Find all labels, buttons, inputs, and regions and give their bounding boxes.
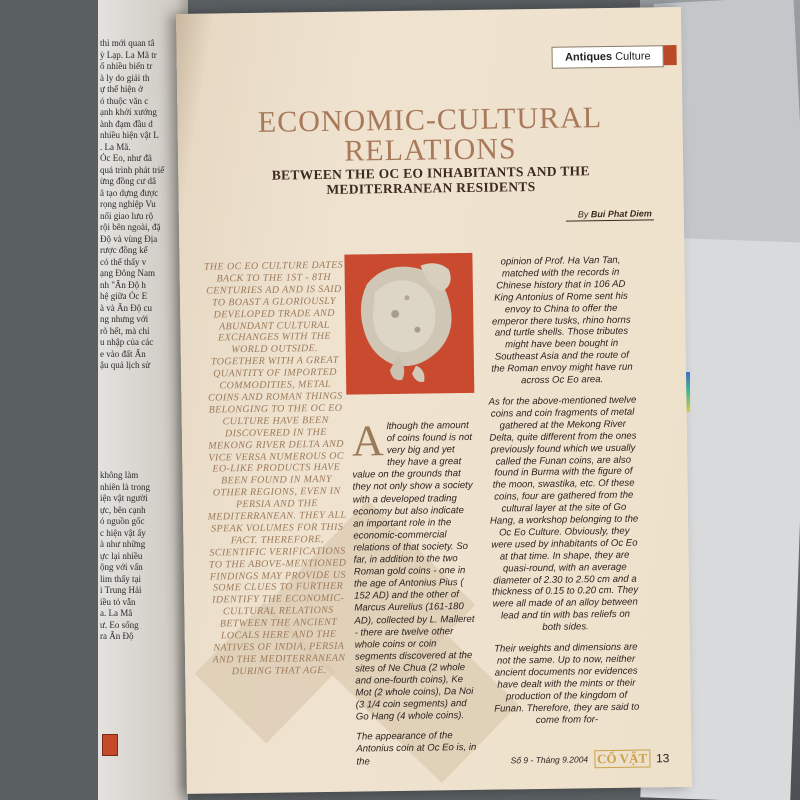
- left-magazine-page: [98, 0, 188, 800]
- body-paragraph: As for the above-mentioned twelve coins and coin fragments of metal gathered at the Mekong River Delta, quite different from the ones previously found which we usually called the Funan coins, are also found in Burma with the figure of the moon, swastika, etc. Of these coins, four are gathered from the cultural layer at the site of Go Hang, a workshop belonging to the Oc Eo Culture. Obviously, they were used by inhabitants of Oc Eo at that time. In shape, they are quasi-round, with an average diameter of 2.30 to 2.50 cm and a thickness of 0.15 to 0.20 cm. They were all made of an alloy between lead and tin with bas reliefs on both sides.: [488, 394, 639, 634]
- magazine-logo: CỔ VẬT: [594, 749, 650, 768]
- left-page-text-line: rược đồng kể: [100, 245, 148, 255]
- vietnamese-text-column: [100, 470, 186, 643]
- left-page-text-line: ực lại nhiều: [100, 550, 143, 561]
- left-page-text-line: à ly do giải th: [100, 72, 150, 83]
- drop-cap: A: [351, 416, 385, 466]
- left-page-text-line: à như những: [100, 539, 146, 549]
- byline-prefix: By: [577, 209, 591, 220]
- left-page-text-line: ố nhiều biến tr: [100, 61, 153, 71]
- article-subtitle: [178, 162, 683, 199]
- body-column-left: [351, 416, 479, 776]
- body-paragraph: The appearance of the Antonius coin at Oc Eo is, in the: [356, 730, 477, 768]
- body-paragraph: opinion of Prof. Ha Van Tan, matched with the records in Chinese history that in 106 AD King Antonius of Rome sent his envoy to China to offer the emperor there tusks, rhino horns and turtle shells. Those tributes might have been bought in Southeast Asia and the route of the Roman envoy might have run across Oc Eo area.: [491, 254, 633, 387]
- section-label-bold: Antiques: [564, 50, 613, 64]
- left-page-text-line: lim thấy tại: [100, 573, 141, 584]
- left-page-text-line: rõ hết, mà chỉ: [100, 325, 150, 336]
- body-column-right: [485, 255, 642, 736]
- left-page-text-line: ậu quả lịch sử: [100, 360, 151, 370]
- magazine-page: [176, 7, 692, 794]
- left-page-text-line: e vào đất Ấn: [100, 348, 146, 359]
- title-line-1: ECONOMIC-CULTURAL: [257, 101, 603, 139]
- left-page-text-line: ừng đồng cư dâ: [100, 176, 156, 186]
- page-footer: [510, 749, 669, 769]
- left-page-text-line: nh "Ấn Độ h: [100, 279, 146, 290]
- left-page-text-line: ạng Đông Nam: [100, 268, 155, 278]
- left-page-text-line: rội bên ngoài, đặ: [100, 222, 161, 232]
- body-paragraph: Their weights and dimensions are not the same. Up to now, neither ancient documents nor evidences have dealt with the mints or their production of the kingdom of Funan. Therefore, they are said to come from for-: [494, 641, 640, 726]
- left-page-text-line: à và Ấn Độ cu: [100, 302, 152, 313]
- left-page-text-line: thì mới quan tâ: [100, 38, 155, 48]
- subtitle-line-2: MEDITERRANEAN RESIDENTS: [326, 178, 536, 197]
- byline: [566, 208, 654, 221]
- issue-date: Số 9 - Tháng 9.2004: [510, 754, 589, 766]
- left-page-text-line: ã tạo dựng được: [100, 187, 159, 198]
- left-page-text-line: Độ và vùng Địa: [100, 233, 158, 244]
- left-page-text-line: quá trình phát triể: [100, 164, 165, 175]
- left-page-text-line: ỳ Lạp. La Mã tr: [100, 49, 157, 60]
- body-paragraph: lthough the amount of coins found is not very big and yet they have a great value on the grounds that they not only show a society with a developed trading economy but also indicate an important role in the economic-commercial relations of that society. So far, in addition to the two Roman gold coins - one in the age of Antonius Pius ( 152 AD) and the other of Marcus Aurelius (161-180 AD), collected by L. Malleret - there are twelve other whole coins or coin segments discovered at the sites of Ne Chua (2 whole and one-fourth coins), Ke Mot (2 whole coins), Da Noi (3 1/4 coin segments) and Go Hang (4 whole coins).: [352, 419, 475, 723]
- left-page-text-line: ành đạm đầu d: [100, 118, 153, 129]
- left-page-text-line: ó nguồn gốc: [100, 516, 145, 526]
- coin-fragment-image: [344, 253, 474, 395]
- pull-quote: THE OC EO CULTURE DATES BACK TO THE 1ST - 8TH CENTURIES AD AND IS SAID TO BOAST A GLORIOUSLY DEVELOPED TRADE AND ABUNDANT CULTURAL EXCHANGES WITH THE WORLD OUTSIDE. TOGETHER WITH A GREAT QUANTITY OF IMPORTED COMMODITIES, METAL COINS AND ROMAN THINGS BELONGING TO THE OC EO CULTURE HAVE BEEN DISCOVERED IN THE MEKONG RIVER DELTA AND VICE VERSA NUMEROUS OC EO-LIKE PRODUCTS HAVE BEEN FOUND IN MANY OTHER REGIONS, EVEN IN PERSIA AND THE MEDITERRANEAN. THEY ALL SPEAK VOLUMES FOR THIS FACT. THEREFORE, SCIENTIFIC VERIFICATIONS TO THE ABOVE-MENTIONED FINDINGS MAY PROVIDE US SOME CLUES TO FURTHER IDENTIFY THE ECONOMIC-CULTURAL RELATIONS BETWEEN THE ANCIENT LOCALS HERE AND THE NATIVES OF INDIA, PERSIA AND THE MEDITERRANEAN DURING THAT AGE.: [203, 259, 347, 678]
- section-color-marker: [663, 45, 676, 65]
- left-page-text-line: ra Ấn Độ: [100, 631, 134, 641]
- left-page-text-line: Óc Eo, như đã: [100, 153, 152, 163]
- section-label: [552, 45, 664, 69]
- left-page-text-line: ự thể hiện ở: [100, 84, 143, 94]
- section-label-rest: Culture: [612, 50, 651, 63]
- page-corner-icon: [102, 734, 118, 756]
- subtitle-line-1: BETWEEN THE OC EO INHABITANTS AND THE: [271, 163, 590, 183]
- left-page-text-line: iện vật người: [100, 493, 148, 503]
- left-page-text-line: ộng với vấn: [100, 562, 143, 572]
- left-page-text-line: ạnh khởi xướng: [100, 107, 157, 117]
- left-page-text-line: ư. Eo sống: [100, 619, 139, 630]
- left-page-text-line: . La Mã.: [100, 141, 131, 152]
- page-number: 13: [655, 751, 670, 766]
- left-page-text-line: rọng nghiệp Vu: [100, 199, 156, 209]
- left-page-text-line: ực, bên cạnh: [100, 504, 146, 515]
- left-page-text-line: ng nhưng với: [100, 314, 149, 324]
- coin-fragment-photo: [344, 253, 474, 395]
- left-page-text-line: hệ giữa Óc E: [100, 291, 148, 301]
- left-page-text-line: nối giao lưu rộ: [100, 210, 154, 221]
- left-page-text-line: nhiên là trong: [100, 481, 150, 492]
- left-page-text-line: a. La Mã: [100, 608, 133, 618]
- title-line-2: RELATIONS: [344, 132, 517, 168]
- left-page-text-line: u nhập của các: [100, 337, 154, 347]
- byline-author: Bui Phat Diem: [590, 208, 652, 220]
- left-page-text-line: nhiều hiện vật L: [100, 130, 159, 140]
- vietnamese-text-column: [100, 38, 186, 372]
- left-page-text-line: iều tỏ vẫn: [100, 596, 136, 607]
- left-page-text-line: không làm: [100, 470, 139, 480]
- article-title: [177, 102, 683, 169]
- left-page-text-line: có thể thấy v: [100, 256, 147, 267]
- left-page-text-line: ó thuộc văn c: [100, 95, 149, 106]
- left-page-text-line: ì Trung Hải: [100, 585, 142, 595]
- left-page-text-line: c hiện vật ấy: [100, 527, 146, 538]
